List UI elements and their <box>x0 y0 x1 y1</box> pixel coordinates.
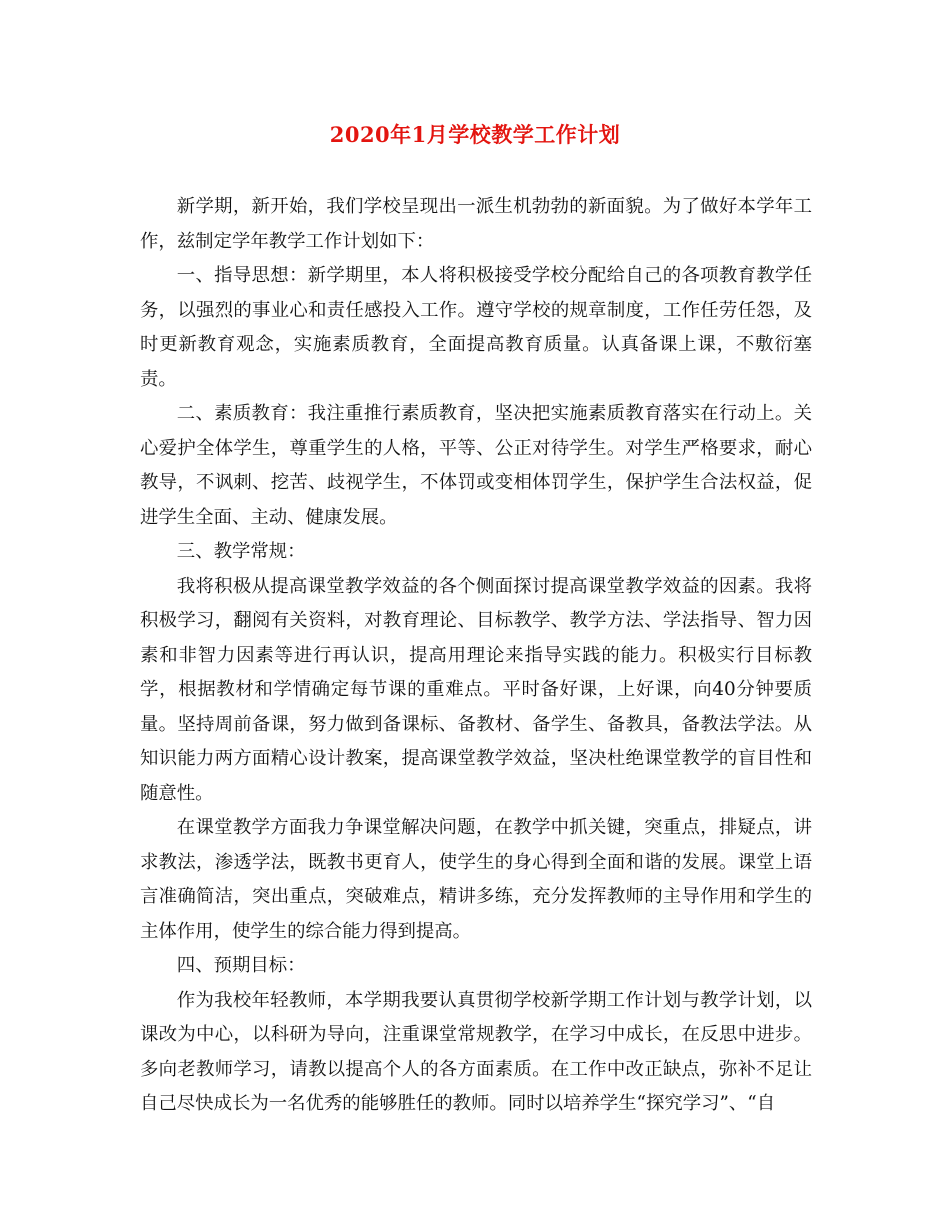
paragraph-quality-education: 二、素质教育：我注重推行素质教育，坚决把实施素质教育落实在行动上。关心爱护全体学生，尊重学生的人格，平等、公正对待学生。对学生严格要求，耐心教导，不讽刺、挖苦、歧视学生，不体罚或变相体罚学生，保护学生合法权益，促进学生全面、主动、健康发展。 <box>140 403 812 528</box>
paragraph-classroom-teaching: 在课堂教学方面我力争课堂解决问题，在教学中抓关键，突重点，排疑点，讲求教法，渗透学法，既教书更育人，使学生的身心得到全面和谐的发展。课堂上语言准确简洁，突出重点，突破难点，精讲多练，充分发挥教师的主导作用和学生的主体作用，使学生的综合能力得到提高。 <box>140 817 812 942</box>
paragraph-intro: 新学期，新开始，我们学校呈现出一派生机勃勃的新面貌。为了做好本学年工作，兹制定学年教学工作计划如下： <box>140 196 812 252</box>
paragraph-guiding-ideology: 一、指导思想：新学期里，本人将积极接受学校分配给自己的各项教育教学任务，以强烈的事业心和责任感投入工作。遵守学校的规章制度，工作任劳任怨，及时更新教育观念，实施素质教育，全面提高教育质量。认真备课上课，不敷衍塞责。 <box>140 265 812 390</box>
paragraph-expected-goals: 作为我校年轻教师，本学期我要认真贯彻学校新学期工作计划与教学计划，以课改为中心，以科研为导向，注重课堂常规教学，在学习中成长，在反思中进步。多向老教师学习，请教以提高个人的各方面素质。在工作中改正缺点，弥补不足让自己尽快成长为一名优秀的能够胜任的教师。同时以培养学生“探究学习”、“自 <box>140 989 812 1114</box>
heading-expected-goals: 四、预期目标： <box>176 955 306 976</box>
document-body <box>140 190 812 1122</box>
document-title: 2020年1月学校教学工作计划 <box>329 122 621 147</box>
heading-teaching-routine: 三、教学常规： <box>176 541 306 562</box>
paragraph-teaching-routine: 我将积极从提高课堂教学效益的各个侧面探讨提高课堂教学效益的因素。我将积极学习，翻阅有关资料，对教育理论、目标教学、教学方法、学法指导、智力因素和非智力因素等进行再认识，提高用理论来指导实践的能力。积极实行目标教学，根据教材和学情确定每节课的重难点。平时备好课，上好课，向40分钟要质量。坚持周前备课，努力做到备课标、备教材、备学生、备教具，备教法学法。从知识能力两方面精心设计教案，提高课堂教学效益，坚决杜绝课堂教学的盲目性和随意性。 <box>140 575 812 804</box>
